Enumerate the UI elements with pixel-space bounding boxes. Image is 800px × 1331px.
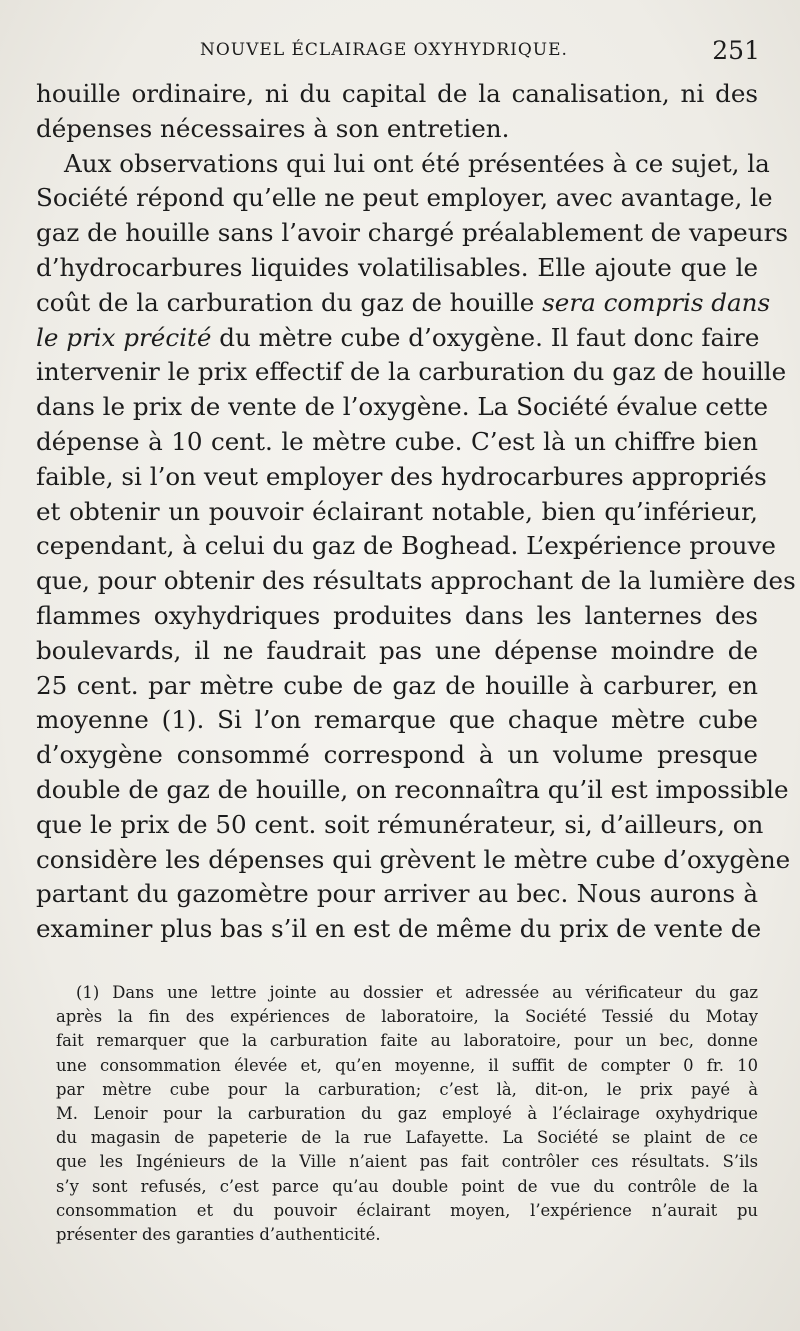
text-line [36, 321, 758, 356]
text-line: que, pour obtenir des résultats approchant de la lumière des [36, 566, 796, 596]
text-line: double de gaz de houille, on reconnaîtra qu’il est impossible [36, 774, 789, 804]
text-line: flammes oxyhydriques produites dans les lanternes des [36, 600, 758, 630]
text-line [36, 286, 771, 321]
text-line: cependant, à celui du gaz de Boghead. L’expérience prouve [36, 531, 776, 561]
text-line: dépenses nécessaires à son entretien. [36, 113, 510, 143]
footnote [56, 981, 758, 1247]
footnote-line: une consommation élevée et, qu’en moyenne, il suffit de compter 0 fr. 10 [56, 1055, 758, 1075]
text-line: dans le prix de vente de l’oxygène. La Société évalue cette [36, 392, 769, 422]
footnote-line: après la fin des expériences de laboratoire, la Société Tessié du Motay [56, 1007, 758, 1027]
footnote-line: que les Ingénieurs de la Ville n’aient pas fait contrôler ces résultats. S’ils [56, 1152, 758, 1172]
text-line: moyenne (1). Si l’on remarque que chaque mètre cube [36, 705, 758, 735]
text-line: intervenir le prix effectif de la carburation du gaz de houille [36, 357, 787, 387]
footnote-line: du magasin de papeterie de la rue Lafayette. La Société se plaint de ce [56, 1128, 758, 1148]
running-head-title: NOUVEL ÉCLAIRAGE OXYHYDRIQUE. [200, 40, 568, 60]
text-line: Aux observations qui lui ont été présentées à ce sujet, la [64, 148, 770, 178]
footnote-line: s’y sont refusés, c’est parce qu’au double point de vue du contrôle de la [56, 1176, 758, 1196]
running-head [160, 36, 760, 66]
main-text [36, 77, 796, 947]
footnote-line: (1) Dans une lettre jointe au dossier et adressée au vérificateur du gaz [76, 983, 758, 1002]
italic-text: le prix précité [36, 322, 212, 352]
text-line: considère les dépenses qui grèvent le mètre cube d’oxygène [36, 844, 791, 874]
text-line: d’hydrocarbures liquides volatilisables. Elle ajoute que le [36, 252, 758, 282]
footnote-line: fait remarquer que la carburation faite au laboratoire, pour un bec, donne [56, 1031, 758, 1051]
text-line: houille ordinaire, ni du capital de la canalisation, ni des [36, 79, 758, 108]
footnote-line: consommation et du pouvoir éclairant moyen, l’expérience n’aurait pu [56, 1200, 758, 1220]
italic-text: sera compris dans [542, 287, 771, 317]
text-line: Société répond qu’elle ne peut employer, avec avantage, le [36, 183, 773, 213]
footnote-line: présenter des garanties d’authenticité. [56, 1225, 381, 1245]
page-number: 251 [712, 36, 760, 65]
footnote-line: M. Lenoir pour la carburation du gaz employé à l’éclairage oxyhydrique [56, 1104, 758, 1124]
footnote-line: par mètre cube pour la carburation; c’est là, dit-on, le prix payé à [56, 1079, 758, 1099]
text-segment: du mètre cube d’oxygène. Il faut donc faire [219, 322, 760, 352]
text-line: boulevards, il ne faudrait pas une dépense moindre de [36, 635, 758, 665]
text-line: et obtenir un pouvoir éclairant notable, bien qu’inférieur, [36, 496, 758, 526]
text-line: d’oxygène consommé correspond à un volume presque [36, 740, 758, 770]
text-line: 25 cent. par mètre cube de gaz de houille à carburer, en [36, 670, 758, 700]
text-line: faible, si l’on veut employer des hydrocarbures appropriés [36, 461, 767, 491]
text-line: dépense à 10 cent. le mètre cube. C’est là un chiffre bien [36, 426, 758, 456]
text-line: que le prix de 50 cent. soit rémunérateur, si, d’ailleurs, on [36, 809, 764, 839]
text-line: gaz de houille sans l’avoir chargé préalablement de vapeurs [36, 218, 788, 248]
text-line: partant du gazomètre pour arriver au bec. Nous aurons à [36, 879, 758, 909]
text-segment: coût de la carburation du gaz de houille [36, 287, 535, 317]
text-line: examiner plus bas s’il en est de même du prix de vente de [36, 914, 762, 944]
